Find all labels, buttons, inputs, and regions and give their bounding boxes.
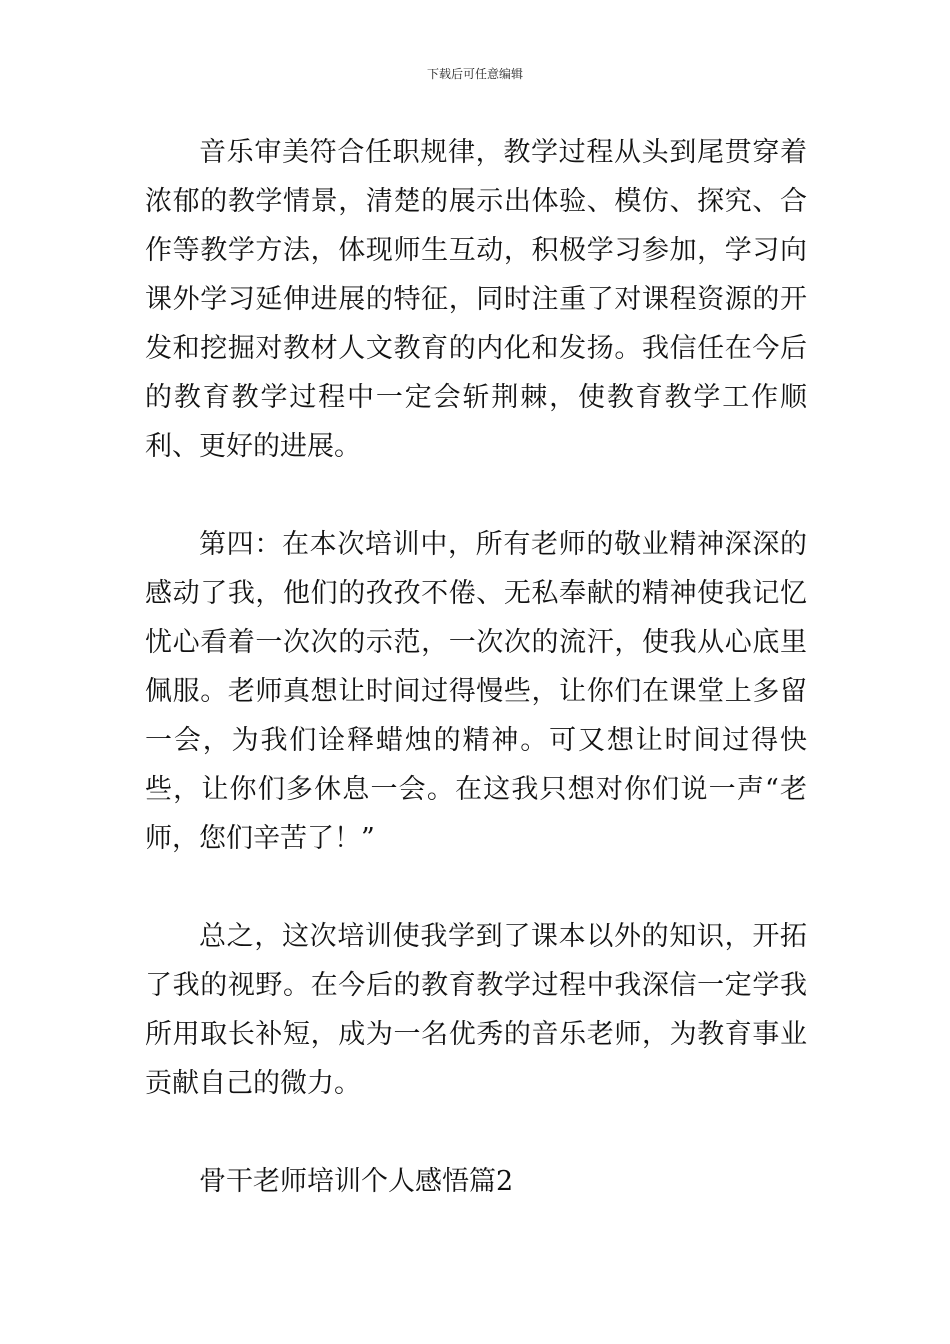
paragraph-conclusion: 总之，这次培训使我学到了课本以外的知识，开拓了我的视野。在今后的教育教学过程中我深信一定学我所用取长补短，成为一名优秀的音乐老师，为教育事业贡献自己的微力。 <box>145 921 807 1099</box>
document-body <box>145 128 807 1206</box>
page-header-note: 下载后可任意编辑 <box>426 67 523 81</box>
paragraph-teaching-process: 音乐审美符合任职规律，教学过程从头到尾贯穿着浓郁的教学情景，清楚的展示出体验、模仿、探究、合作等教学方法，体现师生互动，积极学习参加，学习向课外学习延伸进展的特征，同时注重了对课程资源的开发和挖掘对教材人文教育的内化和发扬。我信任在今后的教育教学过程中一定会斩荆棘，使教育教学工作顺利、更好的进展。 <box>145 137 807 462</box>
paragraph-fourth-point: 第四：在本次培训中，所有老师的敬业精神深深的感动了我，他们的孜孜不倦、无私奉献的精神使我记忆忧心看着一次次的示范，一次次的流汗，使我从心底里佩服。老师真想让时间过得慢些，让你们在课堂上多留一会，为我们诠释蜡烛的精神。可又想让时间过得快些，让你们多休息一会。在这我只想对你们说一声“老师，您们辛苦了！” <box>145 529 807 854</box>
section-heading: 骨干老师培训个人感悟篇2 <box>199 1166 514 1197</box>
